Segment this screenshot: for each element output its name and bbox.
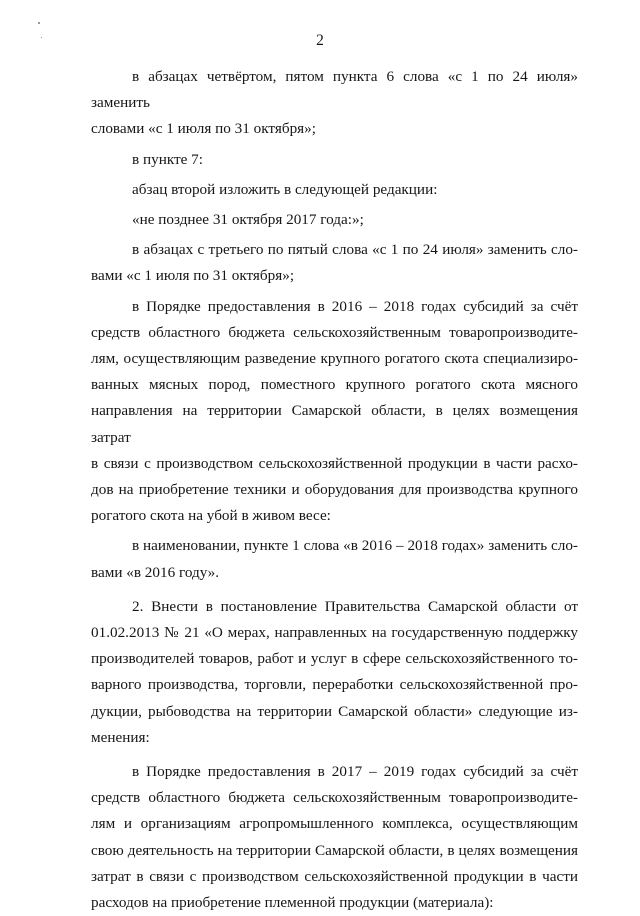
paragraph-line: в пункте 7: xyxy=(132,150,203,168)
paragraph-line: 01.02.2013 № 21 «О мерах, направленных на государственную поддержку xyxy=(91,624,578,642)
paragraph-line: дов на приобретение техники и оборудования для производства крупного xyxy=(91,481,578,499)
page-number: 2 xyxy=(316,32,324,49)
paragraph-line: словами «с 1 июля по 31 октября»; xyxy=(91,120,316,138)
paragraph-line: 2. Внести в постановление Правительства Самарской области от xyxy=(132,597,578,615)
scan-speck xyxy=(38,22,40,24)
paragraph-line: в связи с производством сельскохозяйственной продукции в части расхо- xyxy=(91,454,578,472)
paragraph-line: вами «в 2016 году». xyxy=(91,563,220,581)
paragraph-line: средств областного бюджета сельскохозяйственным товаропроизводите- xyxy=(91,789,578,807)
paragraph-line: в наименовании, пункте 1 слова «в 2016 – 2018 годах» заменить сло- xyxy=(132,537,578,555)
paragraph-line: «не позднее 31 октября 2017 года:»; xyxy=(132,211,364,229)
paragraph-line: средств областного бюджета сельскохозяйственным товаропроизводите- xyxy=(91,323,578,341)
paragraph-line: лям и организациям агропромышленного комплекса, осуществляющим xyxy=(91,815,578,833)
paragraph-line: в Порядке предоставления в 2017 – 2019 годах субсидий за счёт xyxy=(132,763,578,781)
paragraph-line: лям, осуществляющим разведение крупного рогатого скота специализиро- xyxy=(91,350,578,368)
paragraph-line: ванных мясных пород, поместного крупного рогатого скота мясного xyxy=(91,376,578,394)
paragraph-line: рогатого скота на убой в живом весе: xyxy=(91,507,331,525)
paragraph-line: производителей товаров, работ и услуг в сфере сельскохозяйственного то- xyxy=(91,650,578,668)
paragraph-line: свою деятельность на территории Самарской области, в целях возмещения xyxy=(91,841,578,859)
paragraph-line: абзац второй изложить в следующей редакции: xyxy=(132,180,438,198)
paragraph-line: направления на территории Самарской области, в целях возмещения затрат xyxy=(91,402,578,446)
paragraph-line: в абзацах четвёртом, пятом пункта 6 слова «с 1 по 24 июля» заменить xyxy=(91,68,578,112)
paragraph-line: вами «с 1 июля по 31 октября»; xyxy=(91,267,295,285)
paragraph-line: варного производства, торговли, переработки сельскохозяйственной про- xyxy=(91,676,578,694)
paragraph-line: дукции, рыбоводства на территории Самарской области» следующие из- xyxy=(91,702,578,720)
paragraph-line: расходов на приобретение племенной продукции (материала): xyxy=(91,894,494,912)
document-body xyxy=(91,64,578,916)
paragraph-line: в Порядке предоставления в 2016 – 2018 годах субсидий за счёт xyxy=(132,297,578,315)
paragraph-line: в абзацах с третьего по пятый слова «с 1 по 24 июля» заменить сло- xyxy=(132,241,578,259)
paragraph-line: менения: xyxy=(91,728,150,746)
paragraph-line: затрат в связи с производством сельскохозяйственной продукции в части xyxy=(91,867,578,885)
